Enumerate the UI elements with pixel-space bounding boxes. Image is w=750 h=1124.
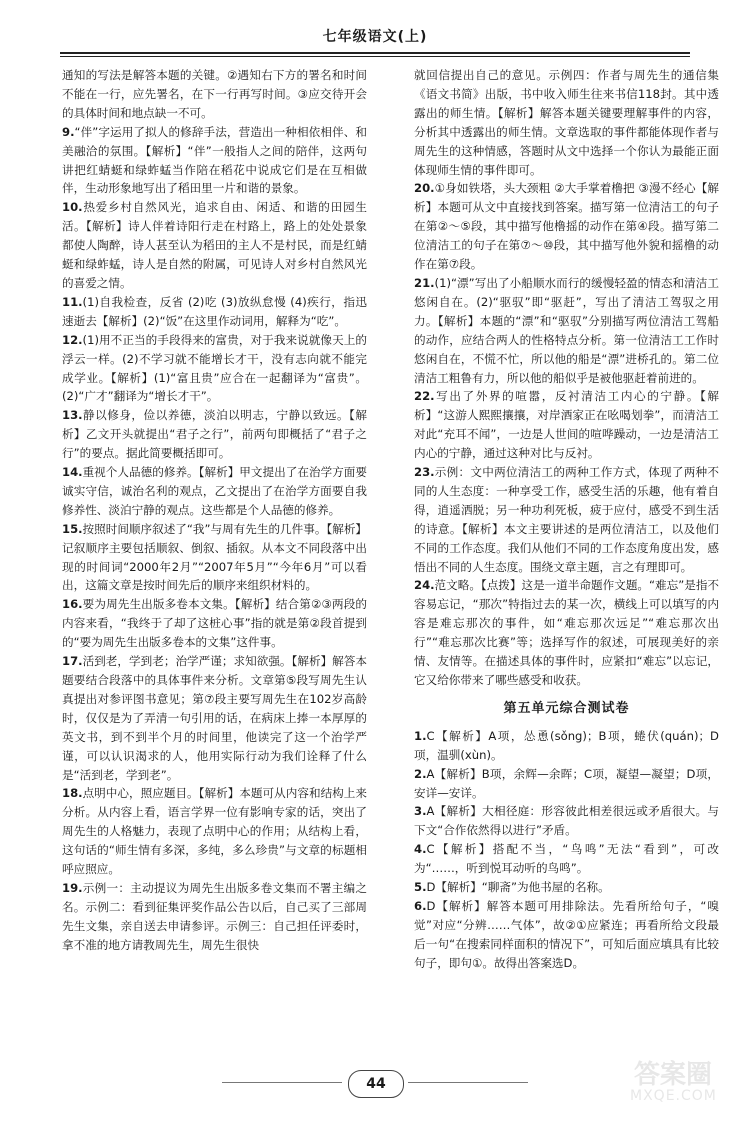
footer-rule-left bbox=[222, 1082, 342, 1083]
page-number: 44 bbox=[348, 1070, 404, 1098]
item-number: 19. bbox=[62, 880, 83, 895]
item-text: C【解析】搭配不当，“鸟鸣”无法“看到”，可改为“……，听到悦耳动听的鸟鸣”。 bbox=[414, 842, 719, 876]
item-text: 写出了外界的喧嚣，反衬清洁工内心的宁静。【解析】“这游人熙熙攘攘，对岸酒家正在吆喝划拳”，而清洁工对此“充耳不闻”，一边是人世间的喧哗躁动，一边是清洁工内心的宁静，通过这种对比与反衬。 bbox=[414, 389, 719, 461]
item-number: 16. bbox=[62, 597, 83, 612]
item-text: 按照时间顺序叙述了“我”与周有先生的几件事。【解析】记叙顺序主要包括顺叙、倒叙、插叙。从本文不同段落中出现的时间词“2000年2月”“2007年5月”“今年6月”可以看出，这篇文章是按时间先后的顺序来组织材料的。 bbox=[62, 521, 368, 593]
page-header bbox=[60, 22, 690, 58]
item-text: “伴”字运用了拟人的修辞手法，营造出一种相依相伴、和美融洽的氛围。【解析】“伴”一般指人之间的陪伴，这两句讲把红蜻蜓和绿蚱蜢当作陪在稻花中说成它们是在互相做伴，生动形象地写出了稻田里一片和谐的景象。 bbox=[62, 124, 367, 196]
item-number: 1. bbox=[414, 728, 427, 743]
header-rule-thin bbox=[60, 56, 690, 57]
item-text: 静以修身，俭以养德，淡泊以明志，宁静以致远。【解析】乙文开头就提出“君子之行”，前两句即概括了“君子之行”的要点。据此简要概括即可。 bbox=[62, 408, 367, 461]
item-number: 5. bbox=[414, 880, 427, 895]
item-number: 15. bbox=[62, 521, 83, 536]
answer-item bbox=[62, 123, 367, 199]
item-text: D【解析】“聊斋”为他书屋的名称。 bbox=[426, 880, 610, 895]
item-text: (1)自我检查，反省 (2)吃 (3)放纵怠慢 (4)疾行，指迅速逝去【解析】(2)“饭”在这里作动词用，解释为“吃”。 bbox=[62, 294, 367, 328]
answer-item bbox=[62, 463, 367, 520]
item-number: 20. bbox=[414, 181, 435, 196]
item-text: ①身如铁塔，头大颈粗 ②大手掌着橹把 ③漫不经心【解析】本题可从文中直接找到答案。描写第一位清洁工的句子在第②～⑤段，其中描写他橹摇的动作在第④段。描写第二位清洁工的句子在第⑦～⑩段，其中描写他外貌和摇橹的动作在第⑦段。 bbox=[414, 181, 719, 272]
answer-item bbox=[414, 387, 719, 463]
item-text: 热爱乡村自然风光，追求自由、闲适、和谐的田园生活。【解析】诗人伴着诗阳行走在村路上，路上的处处景象都使人陶醉，诗人甚至认为稻田的主人不是村民，而是红蜻蜓和绿蚱蜢，诗人是自然的附属，可见诗人对乡村自然风光的喜爱之情。 bbox=[62, 200, 367, 290]
answer-continuation bbox=[62, 66, 367, 123]
answer-item bbox=[62, 595, 367, 652]
header-rule bbox=[60, 52, 690, 54]
answer-item bbox=[62, 198, 367, 293]
item-text: 重视个人品德的修养。【解析】甲文提出了在治学方面要诚实守信，诚治名利的观点，乙文提出了在治学方面要自我修养性、淡泊宁静的观点。这些都是个人品德的修养。 bbox=[62, 465, 367, 517]
section-title: 第五单元综合测试卷 bbox=[503, 700, 630, 716]
answer-item bbox=[414, 765, 719, 803]
item-number: 12. bbox=[62, 332, 83, 347]
answer-item bbox=[414, 727, 719, 765]
answer-item bbox=[62, 652, 367, 784]
answer-item bbox=[62, 784, 367, 879]
watermark-url: MXQE.COM bbox=[630, 1088, 717, 1104]
item-text: (1)用不正当的手段得来的富贵，对于我来说就像天上的浮云一样。(2)不学习就不能增长才干，没有志向就不能完成学业。【解析】(1)“富且贵”应合在一起翻译为“富贵”。(2)“广才”翻译为“增长才干”。 bbox=[62, 332, 367, 404]
item-number: 2. bbox=[414, 766, 427, 781]
item-number: 24. bbox=[414, 578, 435, 593]
answer-continuation bbox=[414, 66, 719, 179]
answer-item bbox=[414, 840, 719, 878]
item-number: 18. bbox=[62, 786, 83, 801]
watermark-text: 答案圈 bbox=[634, 1060, 713, 1090]
item-text: 示例一：主动提议为周先生出版多卷文集而不署主编之名。示例二：看到征集评奖作品公告以后，自己买了三部周先生文集，亲自送去申请参评。示例三：自己担任评委时，拿不准的地方请教周先生，周先生很快 bbox=[62, 880, 367, 952]
item-text: C【解析】A项，怂恿(sǒng)；B项，蜷伏(quán)；D项，温驯(xùn)。 bbox=[414, 728, 719, 762]
item-number: 21. bbox=[414, 275, 435, 290]
answer-item bbox=[414, 576, 719, 689]
answer-item bbox=[62, 879, 367, 955]
item-number: 17. bbox=[62, 654, 83, 669]
answer-item bbox=[414, 179, 719, 274]
right-column bbox=[414, 66, 719, 973]
item-number: 9. bbox=[62, 124, 75, 139]
item-number: 22. bbox=[414, 389, 435, 404]
watermark-logo bbox=[614, 1054, 734, 1112]
answer-item bbox=[414, 897, 719, 973]
answer-item bbox=[414, 878, 719, 897]
answer-item bbox=[62, 293, 367, 331]
answer-item bbox=[62, 331, 367, 407]
item-text: 要为周先生出版多卷本文集。【解析】结合第②③两段的内容来看，“我终于了却了这桩心事”指的就是第②段首提到的“要为周先生出版多卷本的文集”这件事。 bbox=[62, 597, 367, 650]
item-text: 点明中心，照应题目。【解析】本题可从内容和结构上来分析。从内容上看，语言学界一位有影响专家的话，突出了周先生的人格魅力，表现了点明中心的作用；从结构上看，这句话的“师生情有多深，多纯，多么珍贵”与文章的标题相呼应照应。 bbox=[62, 786, 367, 877]
item-number: 10. bbox=[62, 200, 83, 215]
item-text: 通知的写法是解答本题的关键。②遇知右下方的署名和时间不能在一行，应先署名，在下一行再写时间。③应交待开会的具体时间和地点缺一不可。 bbox=[62, 68, 367, 120]
answer-item bbox=[414, 463, 719, 576]
left-column bbox=[62, 66, 367, 955]
answer-item bbox=[62, 520, 367, 596]
book-title: 七年级语文(上) bbox=[322, 29, 428, 45]
item-text: A【解析】B项，余辉—余晖；C项，凝望—凝望；D项，安详—安详。 bbox=[414, 766, 719, 800]
item-text: 示例：文中两位清洁工的两种工作方式，体现了两种不同的人生态度：一种享受工作，感受生活的乐趣，他有着自得，逍遥洒脱；另一种功利死板，疲于应付，感受不到生活的诗意。【解析】本文主要讲述的是两位清洁工，以及他们不同的工作态度。我们从他们不同的工作态度角度出发，感悟出不同的人生态度。围绕文章主题，言之有理即可。 bbox=[414, 465, 719, 574]
item-number: 6. bbox=[414, 898, 427, 913]
item-text: 就回信提出自己的意见。示例四：作者与周先生的通信集《语文书简》出版，书中收入师生往来书信118封。其中透露出的师生情。【解析】解答本题关键要理解事件的内容，分析其中透露出的师生情。文章选取的事件都能体现作者与周先生的这种情感，答题时从文中选择一个你认为最能正面体现师生情的事件即可。 bbox=[414, 68, 719, 177]
answer-item bbox=[414, 274, 719, 387]
item-text: 范文略。【点拨】这是一道半命题作文题。“难忘”是指不容易忘记，“那次”特指过去的某一次，横线上可以填写的内容是难忘那次的事件，如“难忘那次远足”“难忘那次出行”“难忘那次比赛”等；选择写作的叙述，可展现美好的亲情、友情等。在描述具体的事件时，应紧扣“难忘”以忘记，它又给你带来了哪些感受和收获。 bbox=[414, 578, 720, 687]
item-number: 23. bbox=[414, 465, 435, 480]
item-text: (1)“漂”写出了小船顺水而行的缓慢轻盈的情态和清洁工悠闲自在。(2)“驱驭”即“驱赶”，写出了清洁工驾驭之用力。【解析】本题的“漂”和“驱驭”分别描写两位清洁工驾船的动作，应结合两人的性格特点分析。第一位清洁工工作时悠闲自在，不慌不忙，所以他的船是“漂”进桥孔的。第二位清洁工粗鲁有力，所以他的船似乎是被他驱赶着前进的。 bbox=[414, 275, 719, 385]
item-text: 活到老，学到老；治学严谨；求知欲强。【解析】解答本题要结合段落中的具体事件来分析。文章第⑤段写周先生认真提出对参评图书意见；第⑦段主要写周先生在102岁高龄时，仅仅是为了弄清一句引用的话，在病床上捧一本厚厚的英文书，到不到半个月的时间里，他读完了这一个治学严谨，可以认识渴求的人，他用实际行动为我们诠释了什么是“活到老，学到老”。 bbox=[62, 654, 367, 782]
item-number: 4. bbox=[414, 842, 427, 857]
item-text: D【解析】解答本题可用排除法。先看所给句子，“嗅觉”对应“分辨……气体”，故②①应紧连；再看所给文段最后一句“在搜索同样面积的情况下”，可知后面应填具有比较句子，即句①。故得出答案选D。 bbox=[414, 898, 719, 970]
answer-item bbox=[414, 802, 719, 840]
footer-rule-right bbox=[408, 1082, 528, 1083]
item-text: A【解析】大相径庭：形容彼此相差很远或矛盾很大。与下文“合作依然得以进行”矛盾。 bbox=[414, 804, 719, 838]
item-number: 14. bbox=[62, 465, 83, 480]
item-number: 13. bbox=[62, 408, 83, 423]
item-number: 3. bbox=[414, 804, 427, 819]
answer-item bbox=[62, 406, 367, 463]
item-number: 11. bbox=[62, 294, 83, 309]
